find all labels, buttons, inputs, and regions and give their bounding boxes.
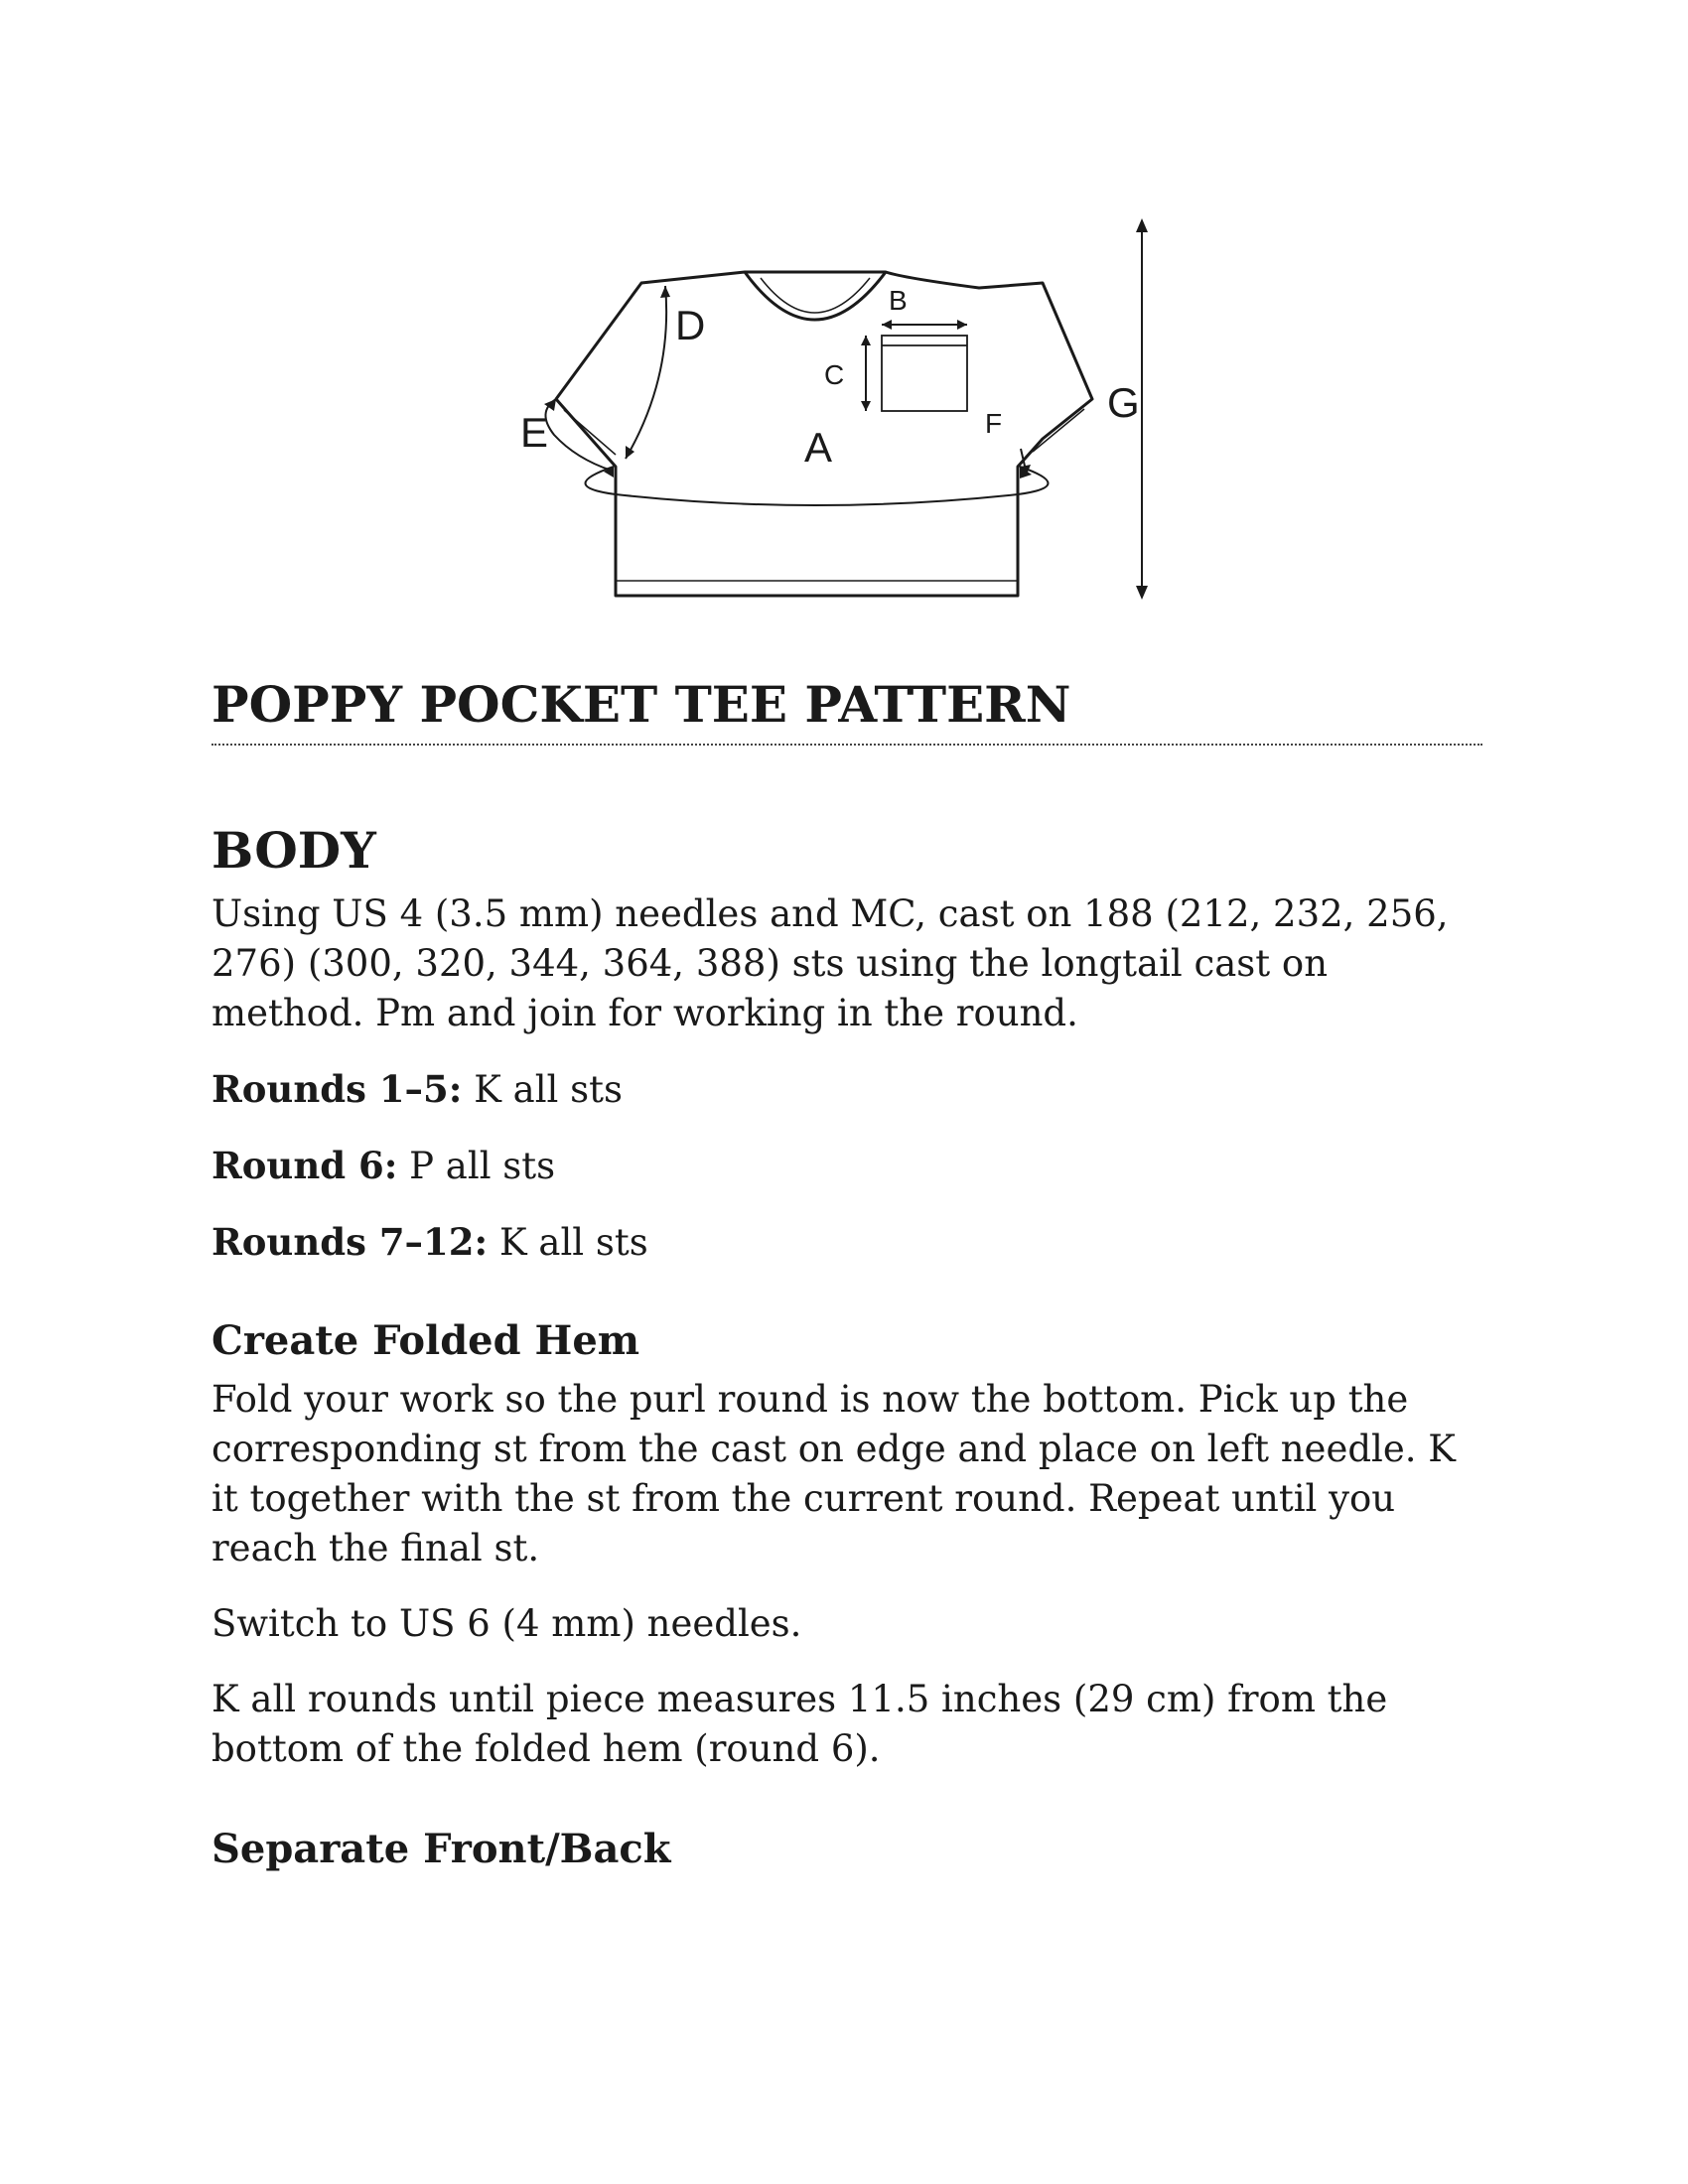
round-label: Rounds 1–5: (211, 1067, 463, 1111)
pattern-content (211, 677, 1482, 1883)
pocket (882, 336, 967, 411)
hem-paragraph-3: K all rounds until piece measures 11.5 inches (29 cm) from the bottom of the folded hem (round 6). (211, 1678, 1388, 1770)
d-arrow (626, 286, 666, 459)
tee-schematic (496, 189, 1192, 625)
right-cuff-line (1033, 409, 1084, 452)
label-g: G (1107, 379, 1140, 426)
section-title-body: BODY (211, 821, 376, 880)
label-f: F (985, 408, 1003, 439)
a-arrow (585, 467, 1048, 505)
page-title: POPPY POCKET TEE PATTERN (211, 677, 1482, 746)
tee-schematic-drawing (496, 189, 1192, 625)
round-label: Round 6: (211, 1144, 398, 1187)
round-text: P all sts (397, 1145, 556, 1187)
label-c: C (824, 359, 845, 390)
subsection-title-separate: Separate Front/Back (211, 1826, 671, 1872)
label-a: A (804, 424, 833, 471)
label-d: D (675, 302, 706, 348)
e-arrow (545, 399, 612, 471)
round-label: Rounds 7–12: (211, 1220, 489, 1264)
round-instruction (211, 1217, 1482, 1268)
round-text: K all sts (488, 1221, 648, 1264)
round-text: K all sts (462, 1068, 623, 1111)
hem-paragraph-2: Switch to US 6 (4 mm) needles. (211, 1602, 802, 1645)
label-b: B (889, 285, 908, 316)
body-intro: Using US 4 (3.5 mm) needles and MC, cast on 188 (212, 232, 256, 276) (300, 320, 344, 364, 388) sts using the longtail cast on method. Pm and join for working in the round. (211, 892, 1449, 1034)
round-instruction (211, 1141, 1482, 1191)
round-instruction (211, 1064, 1482, 1115)
hem-paragraph-1: Fold your work so the purl round is now the bottom. Pick up the corresponding st from the cast on edge and place on left needle. K it together with the st from the current round. Repeat until you reach the final st. (211, 1378, 1456, 1570)
subsection-title-folded-hem: Create Folded Hem (211, 1317, 640, 1364)
label-e: E (520, 409, 549, 456)
left-cuff-line (564, 410, 616, 455)
